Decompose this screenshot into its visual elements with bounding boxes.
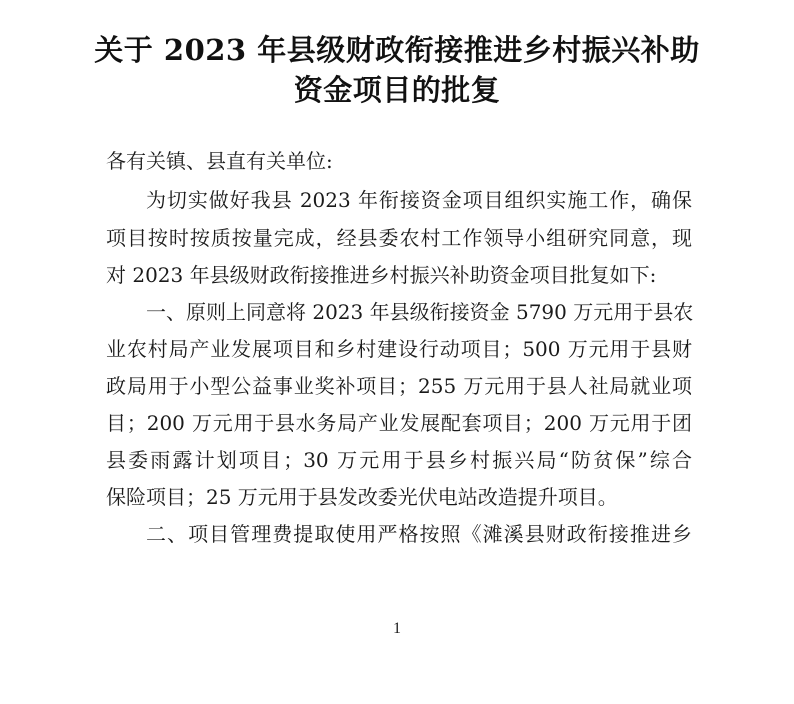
body-line-6: 政局用于小型公益事业奖补项目；255 万元用于县人社局就业项 bbox=[106, 374, 692, 398]
body-line-5: 业农村局产业发展项目和乡村建设行动项目；500 万元用于县财 bbox=[106, 337, 692, 361]
body-line-9: 保险项目；25 万元用于县发改委光伏电站改造提升项目。 bbox=[106, 485, 618, 509]
body-line-10: 二、项目管理费提取使用严格按照《滩溪县财政衔接推进乡 bbox=[146, 522, 692, 546]
body-line-1: 为切实做好我县 2023 年衔接资金项目组织实施工作，确保 bbox=[146, 188, 692, 212]
document-title-line-1: 关于 2023 年县级财政衔接推进乡村振兴补助 bbox=[94, 33, 700, 67]
body-line-2: 项目按时按质按量完成，经县委农村工作领导小组研究同意，现 bbox=[106, 226, 692, 250]
salutation: 各有关镇、县直有关单位: bbox=[106, 149, 333, 173]
body-line-7: 目；200 万元用于县水务局产业发展配套项目；200 万元用于团 bbox=[106, 411, 692, 435]
page-number: 1 bbox=[393, 620, 401, 637]
body-line-3: 对 2023 年县级财政衔接推进乡村振兴补助资金项目批复如下: bbox=[106, 263, 657, 287]
document-title-line-2: 资金项目的批复 bbox=[293, 73, 501, 107]
body-line-8: 县委雨露计划项目；30 万元用于县乡村振兴局“防贫保”综合 bbox=[106, 448, 692, 472]
body-line-4: 一、原则上同意将 2023 年县级衔接资金 5790 万元用于县农 bbox=[146, 300, 694, 324]
